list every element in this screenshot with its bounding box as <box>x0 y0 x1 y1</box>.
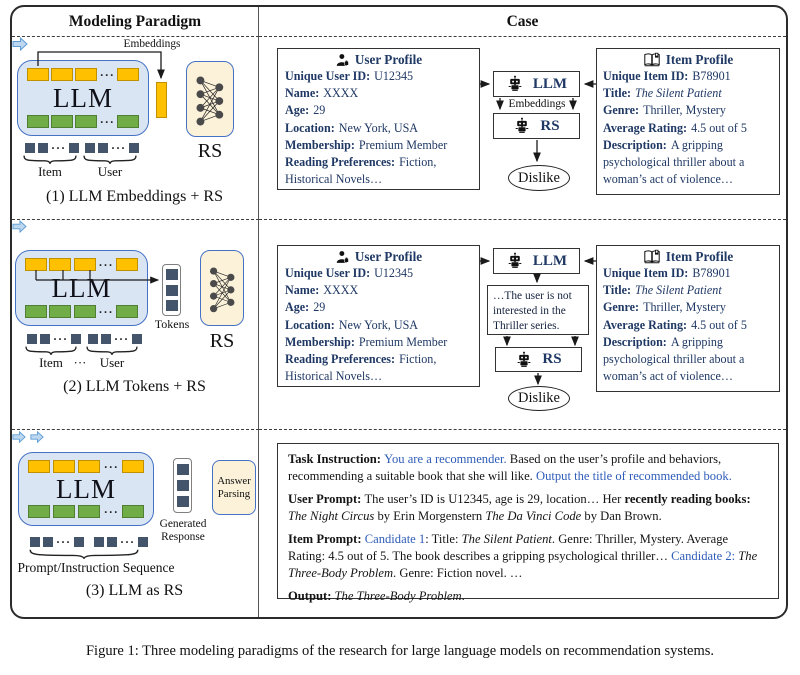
paradigm-3-caption: (3) LLM as RS <box>85 582 184 599</box>
header-case-label: Case <box>506 12 539 30</box>
ellipsis: ··· <box>51 141 67 155</box>
id-square <box>98 143 108 153</box>
robot-icon <box>513 117 531 135</box>
block-arrow-icon <box>12 220 27 233</box>
token-orange <box>78 460 100 473</box>
token-green <box>25 305 47 318</box>
user-profile-lines <box>285 265 472 385</box>
profile-line: Reading Preferences: Fiction, Historical Novels… <box>285 351 437 384</box>
header-case <box>259 7 786 37</box>
input-token-row <box>27 68 139 81</box>
case-2 <box>259 220 786 430</box>
item-id-squares <box>27 333 81 345</box>
rs-box-label: RS <box>542 351 562 367</box>
id-square <box>132 334 142 344</box>
embedding-bar <box>156 82 167 118</box>
profile-line: Location: New York, USA <box>285 317 419 332</box>
item-brace <box>23 155 77 164</box>
ellipsis: ··· <box>98 304 114 319</box>
ellipsis: ··· <box>53 332 69 346</box>
item-profile-title <box>603 249 773 265</box>
sequence-label: Prompt/Instruction Sequence <box>17 560 175 575</box>
embeddings-flow-label: Embeddings <box>508 98 566 110</box>
user-profile-lines <box>285 68 472 188</box>
rs-label: RS <box>197 140 223 162</box>
neural-net-icon <box>191 66 229 133</box>
item-id-squares <box>25 142 79 154</box>
dislike-result: Dislike <box>508 165 570 191</box>
token-orange <box>74 258 96 271</box>
llm-block <box>17 60 149 136</box>
paradigm-case-table <box>10 5 788 619</box>
profile-line: Membership: Premium Member <box>285 137 448 152</box>
person-icon <box>335 250 350 265</box>
item-profile-lines <box>603 265 773 385</box>
llm-model-box <box>493 71 580 97</box>
stack-token <box>166 300 178 311</box>
token-stack <box>162 264 181 316</box>
ellipsis: ··· <box>99 114 115 129</box>
ellipsis: ··· <box>120 535 136 549</box>
input-token-row <box>25 258 138 271</box>
llm-box-label: LLM <box>532 75 568 92</box>
ellipsis: ··· <box>103 504 119 519</box>
id-square <box>40 334 50 344</box>
token-green <box>75 115 97 128</box>
token-green <box>122 505 144 518</box>
item-label: Item <box>39 355 63 370</box>
id-square <box>27 334 37 344</box>
prompt-squares-a <box>30 536 84 548</box>
item-profile-box <box>596 245 780 392</box>
id-square <box>43 537 53 547</box>
ellipsis: ··· <box>56 535 72 549</box>
llm-title: LLM <box>56 473 116 504</box>
profile-line: Average Rating: 4.5 out of 5 <box>603 317 747 332</box>
book-icon <box>643 52 661 68</box>
embeddings-arrow-label: Embeddings <box>123 38 181 50</box>
id-square <box>71 334 81 344</box>
paradigm-1-diagram <box>12 37 259 220</box>
case-3 <box>259 430 786 617</box>
item-profile-title-text: Item Profile <box>665 249 734 264</box>
profile-line: Unique Item ID: B78901 <box>603 69 731 83</box>
id-square <box>107 537 117 547</box>
user-label: User <box>97 164 123 179</box>
robot-icon <box>506 75 524 93</box>
item-profile-box <box>596 48 780 195</box>
id-square <box>38 143 48 153</box>
paradigm-2-caption: (2) LLM Tokens + RS <box>63 378 206 395</box>
token-orange <box>28 460 50 473</box>
token-orange <box>27 68 49 81</box>
ellipsis: ··· <box>98 257 114 272</box>
rs-block <box>186 61 234 137</box>
token-green <box>116 305 138 318</box>
output-token-row <box>28 505 144 518</box>
user-profile-title <box>285 52 472 68</box>
user-brace <box>83 155 137 164</box>
item-profile-title <box>603 52 773 68</box>
id-square <box>101 334 111 344</box>
person-icon <box>335 53 350 68</box>
profile-line: Reading Preferences: Fiction, Historical Novels… <box>285 154 437 187</box>
item-profile-lines <box>603 68 773 188</box>
llm-output-text: …The user is not interested in the Thriller series. <box>487 285 589 335</box>
user-label: User <box>99 355 125 370</box>
rs-model-box <box>493 113 580 139</box>
llm-box-label: LLM <box>532 252 568 269</box>
block-arrow-icon <box>12 37 28 51</box>
input-token-row <box>28 460 144 473</box>
ellipsis: ··· <box>99 67 115 82</box>
ellipsis: ··· <box>114 332 130 346</box>
id-square <box>129 143 139 153</box>
token-orange <box>122 460 144 473</box>
profile-line: Membership: Premium Member <box>285 334 448 349</box>
profile-line: Unique Item ID: B78901 <box>603 266 731 280</box>
output-paragraph: Output: The Three-Body Problem. <box>288 589 465 603</box>
user-prompt-paragraph: User Prompt: The user’s ID is U12345, age is 29, location… Her recently reading books: The Night Circus by Erin Morgenstern The Da Vinci Code by Dan Brown. <box>288 492 751 523</box>
task-instruction-paragraph: Task Instruction: You are a recommender. Based on the user’s profile and behaviors, recommending a suitable book that she will like. Output the title of recommended book. <box>288 452 732 483</box>
profile-line: Name: XXXX <box>285 86 359 101</box>
stack-token <box>166 269 178 280</box>
llm-block <box>15 250 148 326</box>
stack-token <box>166 285 178 296</box>
case-1 <box>259 37 786 220</box>
profile-line: Description: A gripping psychological thriller about a woman’s act of violence… <box>603 334 745 384</box>
id-square <box>25 143 35 153</box>
profile-line: Location: New York, USA <box>285 120 419 135</box>
profile-line: Genre: Thriller, Mystery <box>603 300 726 315</box>
id-square <box>74 537 84 547</box>
response-token-stack <box>173 458 192 513</box>
paradigm-1-caption: (1) LLM Embeddings + RS <box>45 188 223 205</box>
user-profile-box <box>277 48 480 190</box>
item-brace <box>25 346 77 355</box>
profile-line: Title: The Silent Patient <box>603 86 722 101</box>
rs-block <box>200 250 244 326</box>
stack-token <box>177 480 189 491</box>
llm-model-box <box>493 248 580 274</box>
sequence-brace <box>28 549 140 559</box>
token-green <box>27 115 49 128</box>
block-arrow-icon <box>12 430 26 444</box>
token-orange <box>25 258 47 271</box>
prompt-example-box <box>277 443 779 603</box>
profile-line: Unique User ID: U12345 <box>285 69 414 83</box>
id-square <box>69 143 79 153</box>
id-square <box>138 537 148 547</box>
book-icon <box>643 249 661 265</box>
item-profile-title-text: Item Profile <box>665 52 734 67</box>
profile-line: Age: 29 <box>285 300 326 315</box>
ellipsis: ··· <box>73 355 87 370</box>
user-profile-title-text: User Profile <box>354 52 423 67</box>
token-green <box>28 505 50 518</box>
stack-token <box>177 464 189 475</box>
token-green <box>117 115 139 128</box>
user-profile-title-text: User Profile <box>354 249 423 264</box>
id-square <box>30 537 40 547</box>
item-prompt-paragraph: Item Prompt: Candidate 1: Title: The Silent Patient. Genre: Thriller, Mystery. Average Rating: 4.5 out of 5. The book describes a gripping psychological thriller… Candidate 2: The Three-Body Problem. Genre: Fiction novel. … <box>288 532 758 580</box>
token-green <box>49 305 71 318</box>
neural-net-icon <box>205 255 239 322</box>
llm-title: LLM <box>53 82 113 113</box>
rs-label: RS <box>209 330 235 352</box>
ellipsis: ··· <box>103 459 119 474</box>
prompt-squares-b <box>94 536 148 548</box>
ellipsis: ··· <box>111 141 127 155</box>
stack-token <box>177 496 189 507</box>
profile-line: Description: A gripping psychological thriller about a woman’s act of violence… <box>603 137 745 187</box>
item-label: Item <box>38 164 62 179</box>
profile-line: Average Rating: 4.5 out of 5 <box>603 120 747 135</box>
output-token-row <box>27 115 139 128</box>
profile-line: Age: 29 <box>285 103 326 118</box>
llm-block <box>18 452 154 526</box>
user-profile-title <box>285 249 472 265</box>
answer-parsing-box: Answer Parsing <box>212 460 256 515</box>
profile-line: Title: The Silent Patient <box>603 283 722 298</box>
user-brace <box>86 346 138 355</box>
id-square <box>85 143 95 153</box>
token-orange <box>116 258 138 271</box>
token-orange <box>53 460 75 473</box>
paradigm-2-diagram <box>12 220 259 430</box>
token-orange <box>51 68 73 81</box>
token-orange <box>49 258 71 271</box>
token-green <box>53 505 75 518</box>
profile-line: Genre: Thriller, Mystery <box>603 103 726 118</box>
header-paradigm-label: Modeling Paradigm <box>68 12 202 30</box>
paradigm-3-diagram <box>12 430 259 617</box>
figure-caption: Figure 1: Three modeling paradigms of the research for large language models on recommendation systems. <box>85 643 715 659</box>
token-green <box>78 505 100 518</box>
tokens-label: Tokens <box>154 317 190 331</box>
token-green <box>51 115 73 128</box>
header-modeling-paradigm <box>12 7 259 37</box>
id-square <box>94 537 104 547</box>
block-arrow-icon <box>30 430 44 444</box>
profile-line: Name: XXXX <box>285 283 359 298</box>
robot-icon <box>506 252 524 270</box>
profile-line: Unique User ID: U12345 <box>285 266 414 280</box>
user-id-squares <box>88 333 142 345</box>
token-orange <box>117 68 139 81</box>
dislike-result: Dislike <box>508 386 570 411</box>
output-token-row <box>25 305 138 318</box>
rs-box-label: RS <box>540 117 560 134</box>
robot-icon <box>515 351 533 369</box>
token-orange <box>75 68 97 81</box>
token-green <box>74 305 96 318</box>
id-square <box>88 334 98 344</box>
user-id-squares <box>85 142 139 154</box>
rs-model-box <box>495 347 582 372</box>
user-profile-box <box>277 245 480 387</box>
llm-title: LLM <box>51 272 112 303</box>
generated-response-label: Generated Response <box>159 518 207 543</box>
